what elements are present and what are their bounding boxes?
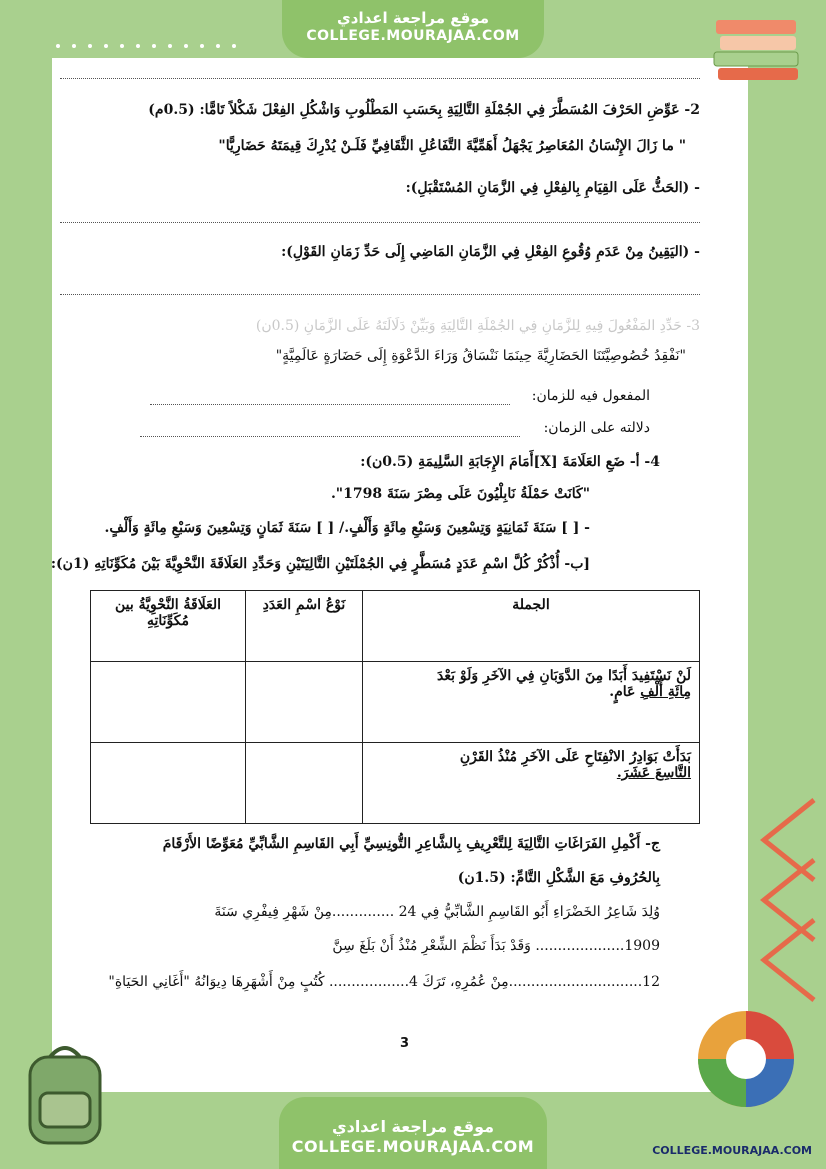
table-cell-answer[interactable] xyxy=(91,662,246,743)
q2-title: 2- عَوِّضِ الحَرْفَ المُسَطَّرَ فِي الجُمْلَةِ التَّالِيَةِ بِحَسَبِ المَطْلُوبِ وَاشْكُلِ الفِعْلَ شَكْلاً تَامًّا: (0.5م) xyxy=(148,102,700,118)
q4-options[interactable]: - [ ] سَنَةَ ثَمَانِيَةٍ وَتِسْعِينَ وَسَبْعِ مِائَةٍ وَأَلْفٍ./ [ ] سَنَةَ ثَمَانٍ وَتِسْعِينَ وَسَبْعِ مِائَةٍ وَأَلْفٍ. xyxy=(104,520,590,536)
q3-item1: المفعول فيه للزمان: xyxy=(531,388,650,404)
answer-line[interactable] xyxy=(60,294,700,295)
table-cell-sentence xyxy=(363,743,700,824)
q3-title: 3- حَدِّدِ المَفْعُولَ فِيهِ لِلزَّمَانِ فِي الجُمْلَةِ التَّالِيَةِ وَبَيِّنْ دَلَالَتَهُ عَلَى الزَّمَانِ (0.5ن) xyxy=(255,318,700,334)
number-analysis-table xyxy=(90,590,700,824)
books-icon xyxy=(710,14,806,84)
q2-item1: - (الحَثُّ عَلَى القِيَامِ بِالفِعْلِ فِي الزَّمَانِ المُسْتَقْبَلِ): xyxy=(405,180,700,196)
q4c-line2: 1909.................... وَقَدْ بَدَأَ نَظْمَ الشِّعْرِ مُنْذُ أَنْ بَلَغَ سِنَّ xyxy=(332,938,660,954)
table-header: العَلَاقَةُ النَّحْوِيَّةُ بين مُكَوِّنَاتِهِ xyxy=(91,591,246,662)
document-page xyxy=(52,58,748,1092)
banner-bottom-url[interactable]: COLLEGE.MOURAJAA.COM xyxy=(291,1137,535,1156)
q3-sentence: "نَفْقِدُ خُصُوصِيَّتَنَا الحَضَارِيَّةَ حِينَمَا نَنْسَاقُ وَرَاءَ الدَّعْوَةِ إِلَى حَضَارَةٍ عَالَمِيَّةٍ" xyxy=(275,348,686,364)
table-header-row xyxy=(91,591,700,662)
table-cell-answer[interactable] xyxy=(91,743,246,824)
q4c-title2: بِالحُرُوفِ مَعَ الشَّكْلِ التَّامِّ: (1.5ن) xyxy=(457,870,660,886)
site-banner-top[interactable] xyxy=(282,0,544,58)
row1-rest: عَامٍ. xyxy=(609,684,636,700)
answer-line[interactable] xyxy=(60,222,700,223)
banner-top-arabic: موقع مراجعة اعدادي xyxy=(337,9,489,27)
corner-logo-url[interactable]: COLLEGE.MOURAJAA.COM xyxy=(652,1144,812,1157)
table-header: الجملة xyxy=(363,591,700,662)
answer-line[interactable] xyxy=(60,78,700,79)
answer-line[interactable] xyxy=(150,404,510,405)
q2-sentence: " ما زَالَ الإِنْسَانُ المُعَاصِرُ يَجْهَلُ أَهَمِّيَّةَ التَّفَاعُلِ الثَّقَافِيِّ فَلَـنْ يُدْرِكَ قِيمَتَهُ حَضَارِيًّا" xyxy=(218,138,686,154)
row1-underlined: مِائَةِ أَلْفِ xyxy=(640,684,691,700)
q4c-title: ج- أَكْمِلِ الفَرَاغَاتِ التَّالِيَةَ لِلتَّعْرِيفِ بِالشَّاعِرِ التُّونِسِيِّ أَبِي القَاسِمِ الشَّابِّيِّ مُعَوِّضًا الأَرْقَامَ xyxy=(162,836,660,852)
banner-top-url[interactable]: COLLEGE.MOURAJAA.COM xyxy=(306,28,520,44)
answer-line[interactable] xyxy=(140,436,520,437)
q4c-line1: وُلِدَ شَاعِرُ الخَضْرَاءِ أَبُو القَاسِمِ الشَّابِّيُّ فِي 24 ..............مِنْ شَهْرِ فِيفْرِي سَنَةَ xyxy=(214,904,660,920)
table-cell-answer[interactable] xyxy=(246,662,363,743)
chevron-decoration-icon xyxy=(734,790,820,1010)
table-row xyxy=(91,743,700,824)
row2-underlined: التَّاسِعَ عَشَرَ. xyxy=(616,765,691,781)
q4c-line3: 12..............................مِنْ عُمُرِهِ، تَرَكَ 4.................. كُتُبٍ مِنْ أَشْهَرِهَا دِيوَانُهُ "أَغَانِي الحَيَاةِ" xyxy=(108,974,660,990)
q2-item2: - (اليَقِينُ مِنْ عَدَمِ وُقُوعِ الفِعْلِ فِي الزَّمَانِ المَاضِي إِلَى حَدِّ زَمَانِ القَوْلِ): xyxy=(281,244,700,260)
q3-item2: دلالته على الزمان: xyxy=(543,420,650,436)
table-cell-answer[interactable] xyxy=(246,743,363,824)
q4-sentence: "كَانَتْ حَمْلَةُ نَابِلْيُونَ عَلَى مِصْرَ سَنَةَ 1798". xyxy=(330,486,590,502)
table-cell-sentence xyxy=(363,662,700,743)
site-banner-bottom[interactable] xyxy=(279,1097,547,1169)
education-wheel-icon xyxy=(696,1009,796,1109)
q4-title: 4- أ- ضَعِ العَلَامَةَ [X]أَمَامَ الإِجَابَةِ السَّلِيمَةِ (0.5ن): xyxy=(360,454,660,470)
row2-text: بَدَأَتْ بَوَادِرُ الانْفِتَاحِ عَلَى الآخَرِ مُنْذُ القَرْنِ xyxy=(459,749,691,765)
q4b-title: [ب- أُذْكُرْ كُلَّ اسْمِ عَدَدٍ مُسَطَّرٍ فِي الجُمْلَتَيْنِ التَّالِيَتَيْنِ وَحَدِّدِ العَلَاقَةَ النَّحْوِيَّةَ بَيْنَ مُكَوِّنَاتِهِ (1ن): xyxy=(50,556,590,572)
backpack-icon xyxy=(16,1039,112,1149)
table-header: نَوْعُ اسْمِ العَدَدِ xyxy=(246,591,363,662)
row1-text: لَنْ نَسْتَفِيدَ أَبَدًا مِنَ الدَّوَبَانِ فِي الآخَرِ وَلَوْ بَعْدَ xyxy=(437,668,691,684)
banner-bottom-arabic: موقع مراجعة اعدادي xyxy=(331,1117,495,1136)
page-number: 3 xyxy=(400,1036,410,1051)
table-row xyxy=(91,662,700,743)
decorative-dots xyxy=(56,44,252,52)
